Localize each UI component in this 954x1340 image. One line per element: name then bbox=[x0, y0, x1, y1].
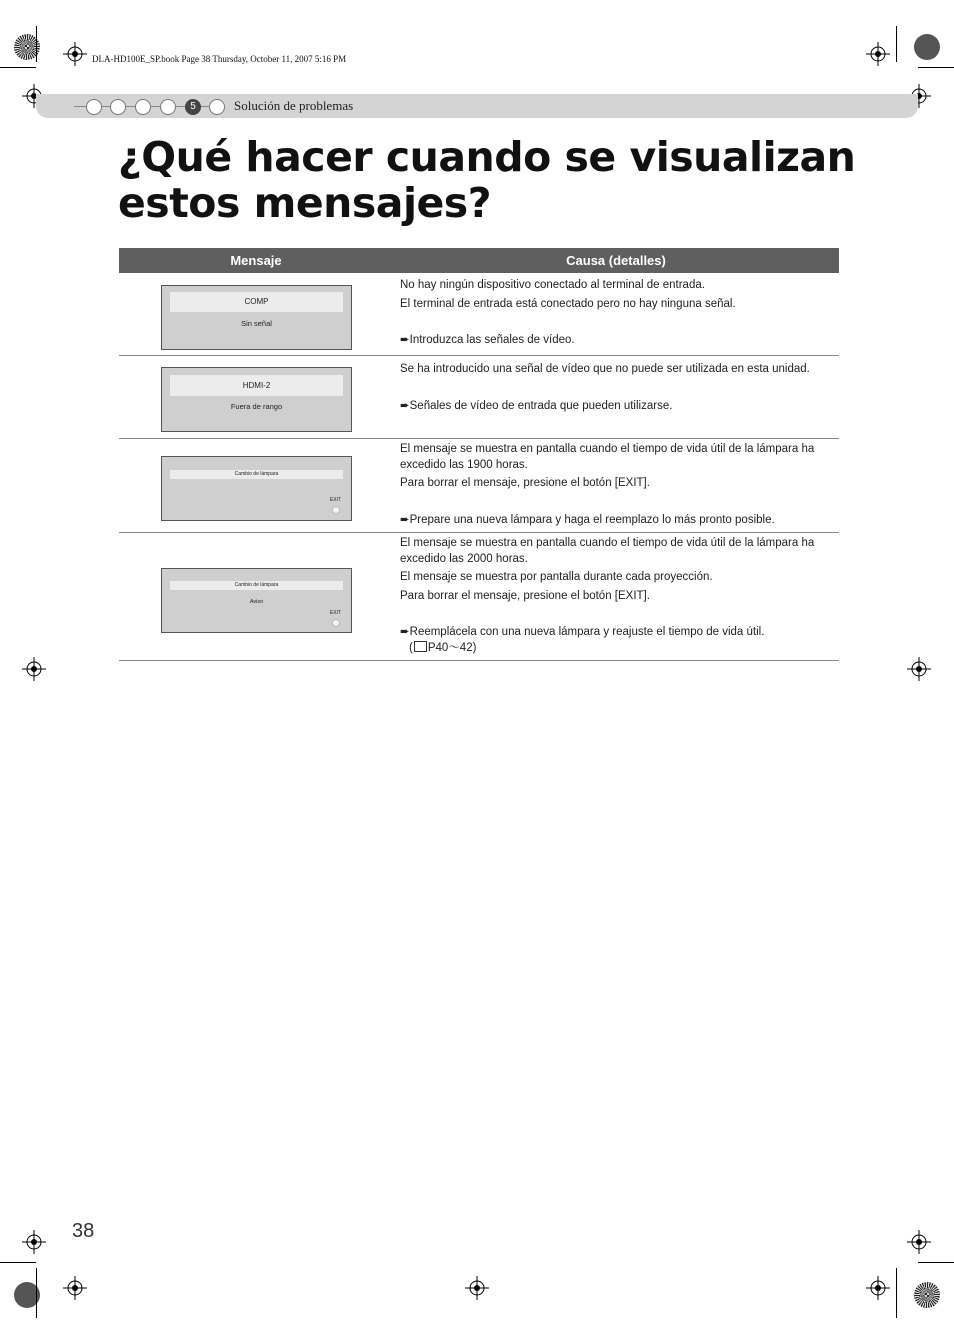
table-row bbox=[119, 273, 839, 356]
screen-input-bar: COMP bbox=[170, 292, 343, 312]
cause-text bbox=[400, 362, 830, 414]
screen-exit-label: EXIT bbox=[329, 610, 341, 616]
chapter-dot bbox=[209, 99, 225, 115]
page-title bbox=[118, 134, 878, 226]
crop-line bbox=[896, 26, 897, 62]
screen-message-label: Fuera de rango bbox=[230, 402, 283, 411]
crop-line bbox=[0, 1262, 36, 1263]
registration-mark-icon bbox=[907, 1230, 931, 1254]
message-screen bbox=[161, 568, 352, 633]
crop-line bbox=[918, 67, 954, 68]
registration-mark-icon bbox=[465, 1276, 489, 1300]
action-line: ➨Reemplácela con una nueva lámpara y reajuste el tiempo de vida útil. bbox=[400, 626, 765, 638]
crop-line bbox=[918, 1262, 954, 1263]
chapter-dot bbox=[86, 99, 102, 115]
book-info: DLA-HD100E_SP.book Page 38 Thursday, October 11, 2007 5:16 PM bbox=[92, 54, 347, 64]
cause-text bbox=[400, 536, 830, 656]
table-row bbox=[119, 439, 839, 533]
screen-message-label: Sin señal bbox=[241, 319, 272, 328]
registration-mark-icon bbox=[866, 1276, 890, 1300]
book-reference-icon bbox=[414, 641, 427, 652]
screen-lamp-bar: Cambio de lámpara bbox=[170, 470, 343, 479]
screen-exit-button-icon bbox=[332, 506, 340, 514]
cause-text bbox=[400, 278, 830, 349]
crop-line bbox=[896, 1268, 897, 1318]
reference-line: ( P40～42) bbox=[409, 641, 477, 654]
message-screen bbox=[161, 285, 352, 350]
message-screen bbox=[161, 367, 352, 432]
action-line: ➨Prepare una nueva lámpara y haga el reemplazo lo más pronto posible. bbox=[400, 513, 775, 526]
action-line: ➨Señales de vídeo de entrada que pueden utilizarse. bbox=[400, 399, 673, 412]
cause-line: El terminal de entrada está conectado pero no hay ninguna señal. bbox=[400, 297, 736, 310]
color-target-icon bbox=[914, 34, 940, 60]
header-cause: Causa (detalles) bbox=[566, 253, 666, 268]
cause-line: Para borrar el mensaje, presione el botón [EXIT]. bbox=[400, 477, 650, 489]
cause-text bbox=[400, 442, 830, 528]
message-screen bbox=[161, 456, 352, 521]
table-row bbox=[119, 533, 839, 661]
crop-line bbox=[36, 1268, 37, 1318]
cause-line: El mensaje se muestra en pantalla cuando el tiempo de vida útil de la lámpara ha excedido las 2000 horas. bbox=[400, 537, 815, 565]
table-row bbox=[119, 356, 839, 439]
registration-mark-icon bbox=[63, 42, 87, 66]
cause-line: No hay ningún dispositivo conectado al terminal de entrada. bbox=[400, 279, 705, 291]
screen-input-bar: HDMI-2 bbox=[170, 375, 343, 396]
screen-lamp-bar: Cambio de lámpara bbox=[170, 581, 343, 590]
registration-mark-icon bbox=[22, 1230, 46, 1254]
registration-mark-icon bbox=[866, 42, 890, 66]
cause-line: El mensaje se muestra por pantalla durante cada proyección. bbox=[400, 571, 713, 583]
registration-mark-icon bbox=[907, 657, 931, 681]
table-header bbox=[119, 248, 839, 273]
action-line: ➨Introduzca las señales de vídeo. bbox=[400, 334, 575, 346]
page-number: 38 bbox=[72, 1220, 95, 1242]
crop-line bbox=[36, 26, 37, 62]
cause-line: El mensaje se muestra en pantalla cuando el tiempo de vida útil de la lámpara ha excedido las 1900 horas. bbox=[400, 443, 815, 471]
screen-message-label: Aviso bbox=[249, 599, 264, 605]
header-message: Mensaje bbox=[230, 253, 282, 268]
screen-exit-label: EXIT bbox=[329, 497, 341, 503]
registration-mark-icon bbox=[22, 657, 46, 681]
registration-mark-icon bbox=[63, 1276, 87, 1300]
page-title-line: estos mensajes? bbox=[118, 179, 491, 227]
crop-line bbox=[0, 67, 36, 68]
chapter-dot-active: 5 bbox=[185, 99, 201, 115]
section-title: Solución de problemas bbox=[234, 98, 354, 113]
screen-exit-button-icon bbox=[332, 619, 340, 627]
chapter-dot bbox=[110, 99, 126, 115]
color-target-icon bbox=[914, 1282, 940, 1308]
chapter-dot bbox=[160, 99, 176, 115]
chapter-dot bbox=[135, 99, 151, 115]
cause-line: Se ha introducido una señal de vídeo que no puede ser utilizada en esta unidad. bbox=[400, 363, 810, 375]
page-title-line: ¿Qué hacer cuando se visualizan bbox=[118, 133, 856, 181]
messages-table bbox=[119, 248, 839, 661]
cause-line: Para borrar el mensaje, presione el botón [EXIT]. bbox=[400, 589, 650, 602]
page-reference[interactable]: P40～42 bbox=[427, 641, 473, 654]
